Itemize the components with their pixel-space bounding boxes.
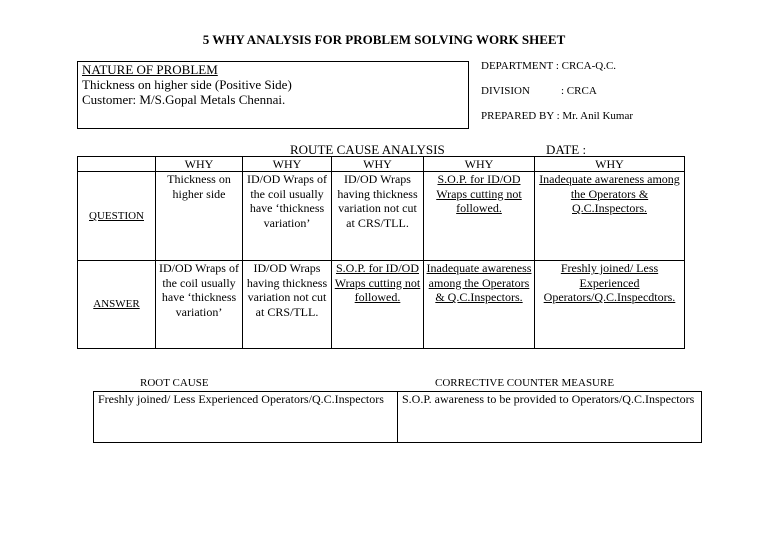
header-empty-cell (78, 157, 156, 172)
root-cause-label: ROOT CAUSE (140, 377, 209, 389)
page-title: 5 WHY ANALYSIS FOR PROBLEM SOLVING WORK SHEET (202, 32, 566, 47)
route-cause-analysis-label: ROUTE CAUSE ANALYSIS (290, 142, 445, 157)
nature-line-1: Thickness on higher side (Positive Side) (82, 77, 292, 92)
why-header-2: WHY (243, 157, 332, 172)
answer-label: ANSWER (78, 261, 156, 349)
counter-measure-label: CORRECTIVE COUNTER MEASURE (435, 377, 615, 389)
answer-cell-5: Freshly joined/ Less Experienced Operators/Q.C.Inspecdtors. (535, 261, 685, 349)
division-value: : CRCA (561, 85, 597, 97)
nature-line-2: Customer: M/S.Gopal Metals Chennai. (82, 92, 286, 107)
department-field: DEPARTMENT : CRCA-Q.C. (481, 60, 617, 72)
prepared-by-field: PREPARED BY : Mr. Anil Kumar (481, 110, 633, 122)
answer-cell-2: ID/OD Wraps having thickness variation not cut at CRS/TLL. (243, 261, 332, 349)
root-cause-row (94, 392, 702, 443)
date-label: DATE : (546, 142, 587, 157)
answer-cell-1: ID/OD Wraps of the coil usually have ‘thickness variation’ (156, 261, 243, 349)
why-header-4: WHY (424, 157, 535, 172)
why-analysis-table (77, 156, 685, 349)
question-cell-1: Thickness on higher side (156, 172, 243, 261)
root-cause-text: Freshly joined/ Less Experienced Operators/Q.C.Inspectors (94, 392, 398, 443)
why-header-3: WHY (332, 157, 424, 172)
question-cell-3: ID/OD Wraps having thickness variation not cut at CRS/TLL. (332, 172, 424, 261)
question-cell-4: S.O.P. for ID/OD Wraps cutting not followed. (424, 172, 535, 261)
answer-cell-4: Inadequate awareness among the Operators & Q.C.Inspectors. (424, 261, 535, 349)
answer-row (78, 261, 685, 349)
counter-measure-text: S.O.P. awareness to be provided to Operators/Q.C.Inspectors (398, 392, 702, 443)
division-field (481, 85, 597, 97)
why-header-1: WHY (156, 157, 243, 172)
why-header-row (78, 157, 685, 172)
root-cause-table (93, 391, 702, 443)
question-label: QUESTION (78, 172, 156, 261)
nature-heading: NATURE OF PROBLEM (82, 62, 218, 77)
why-header-5: WHY (535, 157, 685, 172)
question-row (78, 172, 685, 261)
question-cell-2: ID/OD Wraps of the coil usually have ‘thickness variation’ (243, 172, 332, 261)
nature-of-problem-box (77, 61, 469, 129)
answer-cell-3: S.O.P. for ID/OD Wraps cutting not followed. (332, 261, 424, 349)
question-cell-5: Inadequate awareness among the Operators & Q.C.Inspectors. (535, 172, 685, 261)
division-label: DIVISION (481, 85, 530, 97)
